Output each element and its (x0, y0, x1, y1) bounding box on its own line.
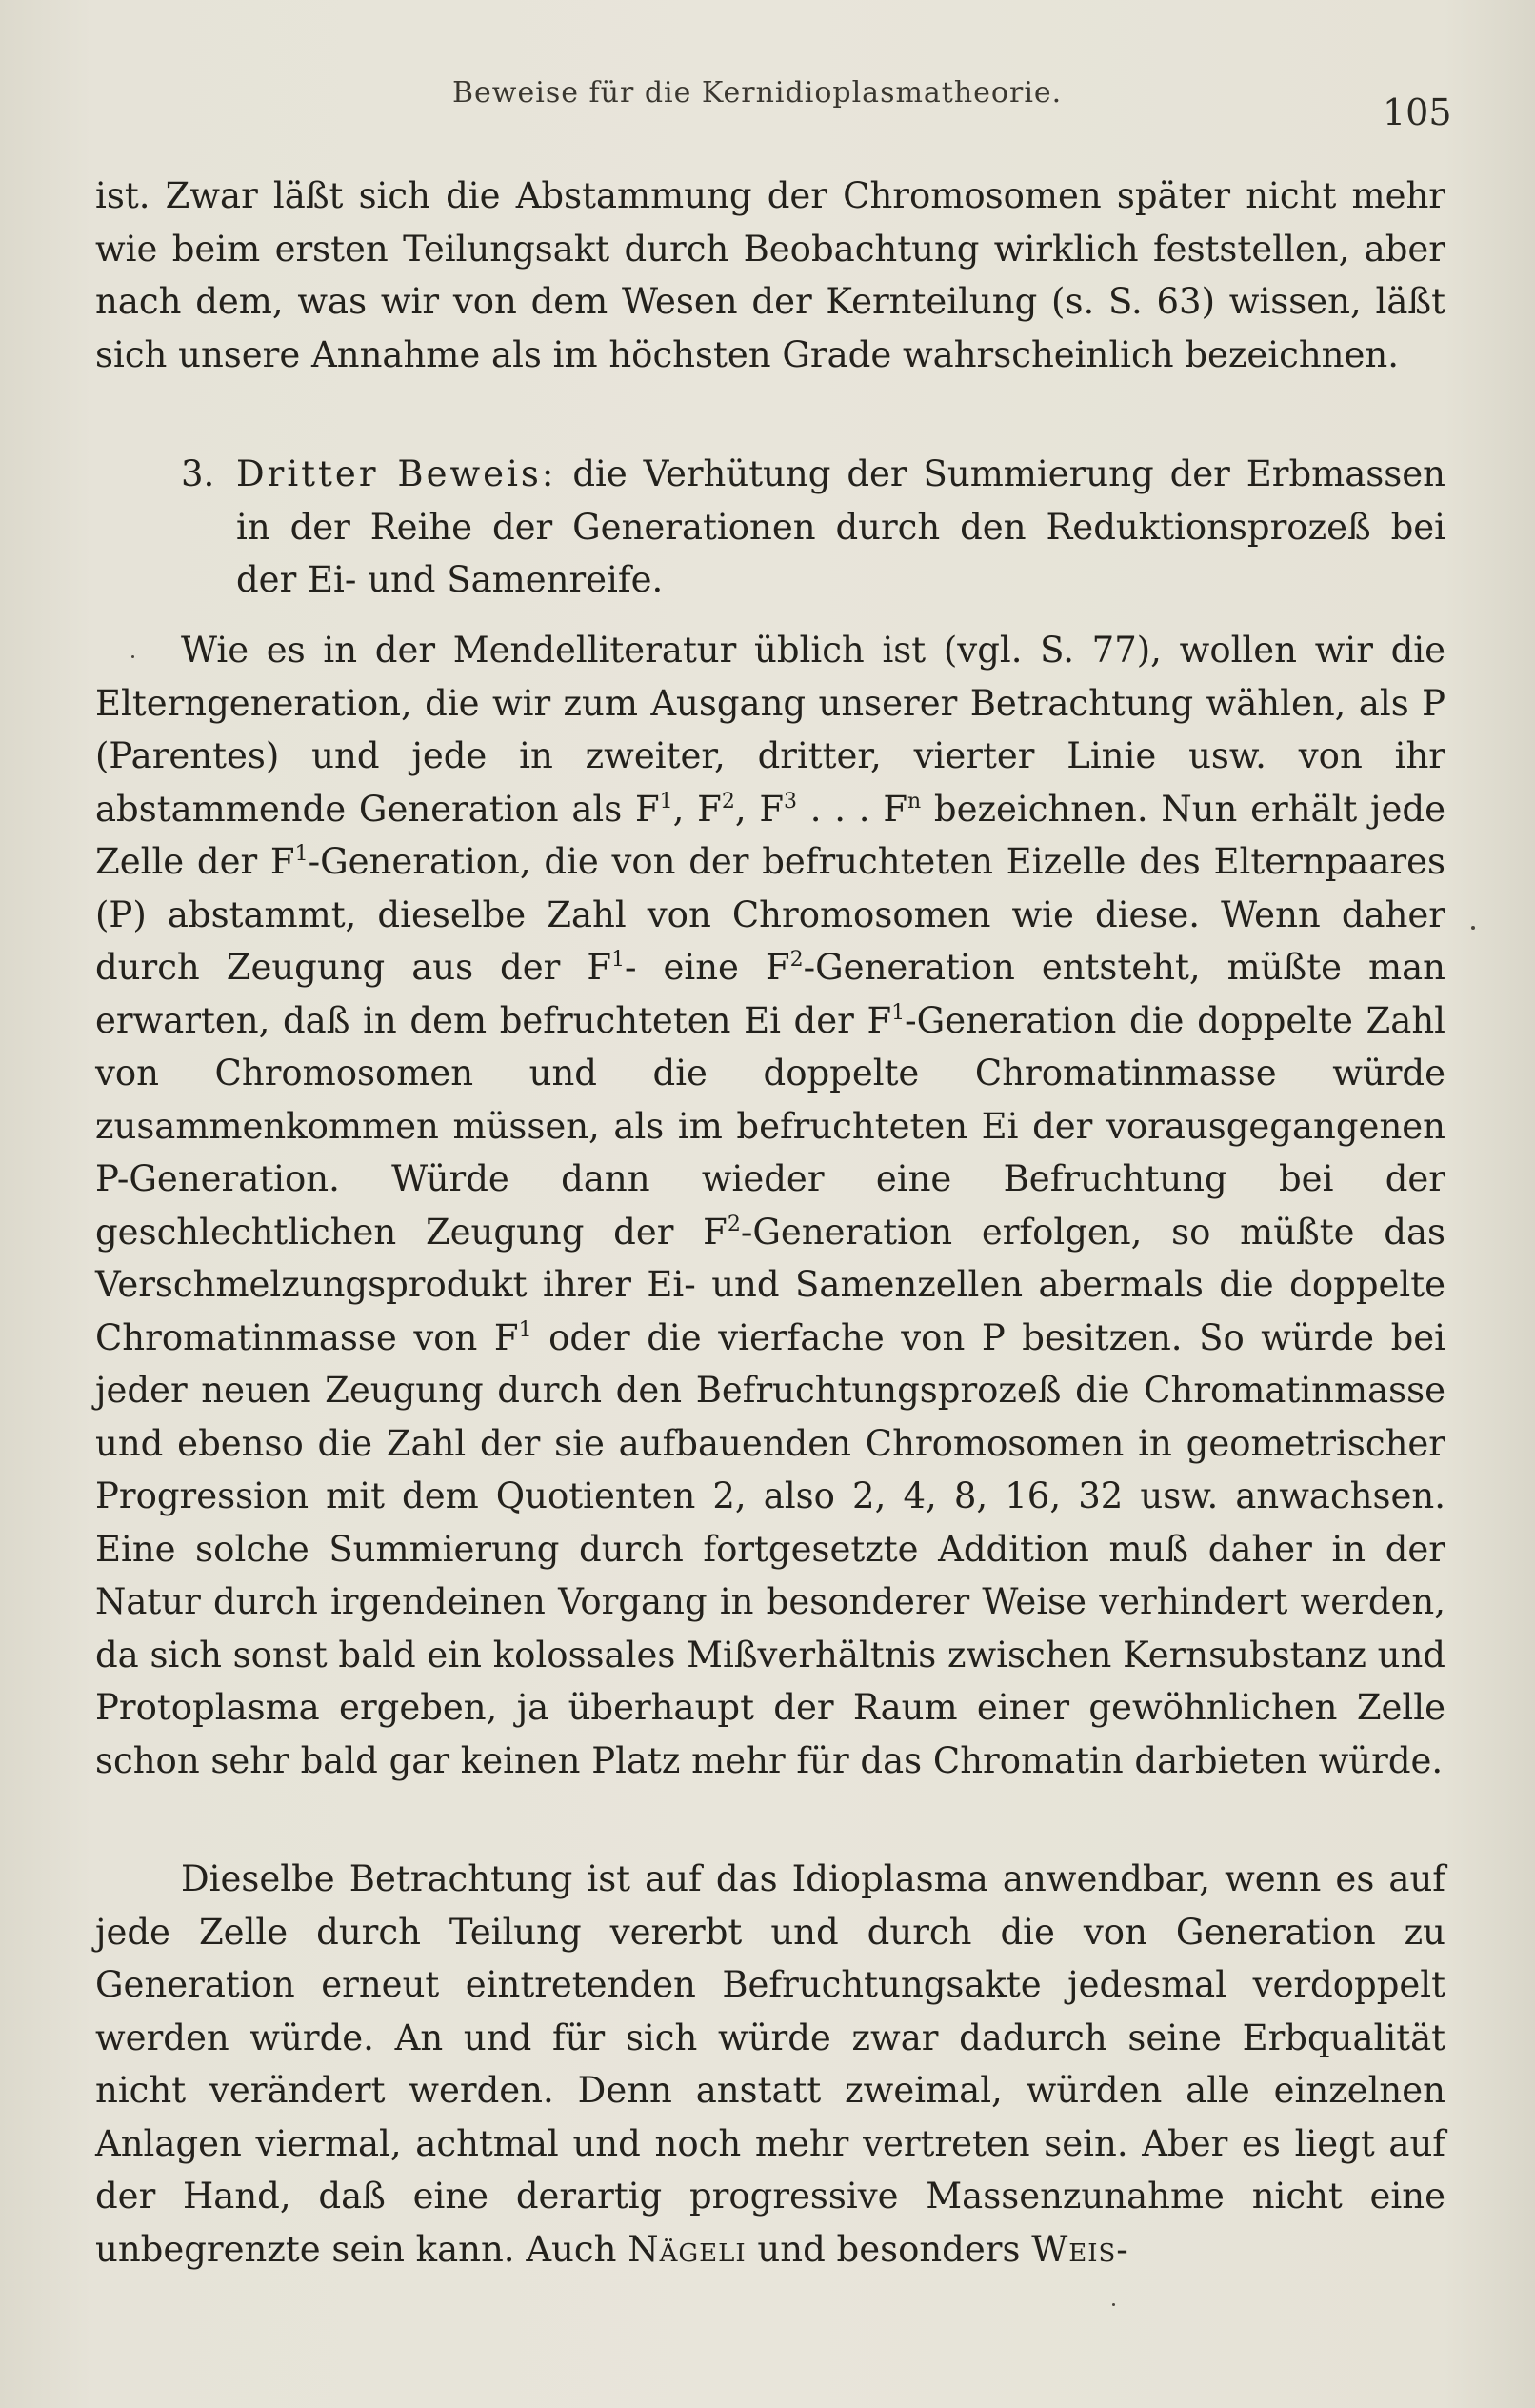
text-run: -Generation erfolgen, so müßte das Verschmelzungsprodukt ihrer Ei- und Samenzellen abermals die doppelte Chromatinmasse von F (95, 1211, 1446, 1358)
paragraph-1-text: ist. Zwar läßt sich die Abstammung der Chromosomen später nicht mehr wie beim ersten Teilungsakt durch Beobachtung wirklich feststellen, aber nach dem, was wir von dem Wesen der Kernteilung (s. S. 63) wissen, läßt sich unsere Annahme als im höchsten Grade wahrscheinlich bezeichnen. (95, 175, 1445, 375)
text-run: - eine F (625, 947, 790, 988)
proof-label: Dritter Beweis: (236, 453, 557, 494)
text-run: -Generation die doppelte Zahl von Chromosomen und die doppelte Chromatinmasse würde zusammenkommen müssen, als im befruchteten Ei der vorausgegangenen P-Generation. Würde dann wieder eine Befruchtung bei der geschlechtlichen Zeugung der F (95, 999, 1445, 1253)
proof-statement (236, 448, 1445, 607)
superscript: 2 (727, 1212, 741, 1236)
paragraph-3 (95, 1853, 1445, 2276)
text-run: , F (672, 788, 722, 830)
text-run: oder die vierfache von P besitzen. So würde bei jeder neuen Zeugung durch den Befruchtungsprozeß die Chromatinmasse und ebenso die Zahl der sie aufbauenden Chromosomen in geometrischer Progression mit dem Quotienten 2, also 2, 4, 8, 16, 32 usw. anwachsen. Eine solche Summierung durch fortgesetzte Addition muß daher in der Natur durch irgendeinen Vorgang in besonderer Weise verhindert werden, da sich sonst bald ein kolossales Mißverhältnis zwischen Kernsubstanz und Protoplasma ergeben, ja überhaupt der Raum einer gewöhnlichen Zelle schon sehr bald gar keinen Platz mehr für das Chromatin darbieten würde. (95, 1316, 1446, 1781)
page-number: 105 (1383, 91, 1452, 133)
print-speck (131, 655, 134, 658)
text-run: und besonders (757, 2228, 1021, 2270)
text-run: Wie es in der Mendelliteratur üblich ist (vgl. S. 77), wollen wir die Elterngeneration, die wir zum Ausgang unserer Betrachtung wählen, als P (Parentes) und jede in zweiter, dritter, vierter Linie usw. von ihr abstammende Generation als F (95, 630, 1445, 830)
superscript: 3 (784, 789, 798, 813)
paragraph-continuation (95, 170, 1445, 381)
print-speck (1112, 2303, 1115, 2306)
paragraph-3-text (95, 1853, 1445, 2276)
superscript: 1 (611, 948, 625, 972)
text-run: -Generation, die von der befruchteten Eizelle des Elternpaares (P) abstammt, dieselbe Zahl von Chromosomen wie diese. Wenn daher durch Zeugung aus der F (95, 841, 1445, 988)
superscript: 2 (789, 948, 804, 972)
text-run: . . . F (797, 788, 907, 830)
author-name-weismann: Weis- (1031, 2228, 1129, 2270)
proof-text: die Verhütung der Summierung der Erbmassen in der Reihe der Generationen durch den Reduktionsprozeß bei der Ei- und Samenreife. (236, 453, 1445, 600)
author-name-naegeli: Nägeli (628, 2228, 747, 2270)
text-run: -Generation entsteht, müßte man erwarten, daß in dem befruchteten Ei der F (95, 947, 1445, 1041)
superscript: 2 (721, 789, 735, 813)
proof-heading-3 (181, 448, 1445, 607)
superscript: 1 (518, 1317, 532, 1342)
proof-number: 3. (181, 453, 215, 494)
superscript: n (907, 789, 922, 813)
print-speck (1471, 926, 1475, 930)
paragraph-2-text (95, 624, 1445, 1787)
text-run: Dieselbe Betrachtung ist auf das Idioplasma anwendbar, wenn es auf jede Zelle durch Teilung vererbt und durch die von Generation zu Generation erneut eintretenden Befruchtungsakte jedesmal verdoppelt werden würde. An und für sich würde zwar dadurch seine Erbqualität nicht verändert werden. Denn anstatt zweimal, würden alle einzelnen Anlagen viermal, achtmal und noch mehr vertreten sein. Aber es liegt auf der Hand, daß eine derartig progressive Massenzunahme nicht eine unbegrenzte sein kann. Auch (95, 1858, 1445, 2270)
text-run: bezeichnen. Nun erhält jede Zelle der F (95, 788, 1445, 882)
superscript: 1 (294, 842, 309, 866)
superscript: 1 (659, 789, 673, 813)
paragraph-2 (95, 624, 1445, 1787)
superscript: 1 (891, 1000, 906, 1025)
text-run: , F (734, 788, 785, 830)
running-head-title: Beweise für die Kernidioplasmatheorie. (452, 76, 1063, 110)
